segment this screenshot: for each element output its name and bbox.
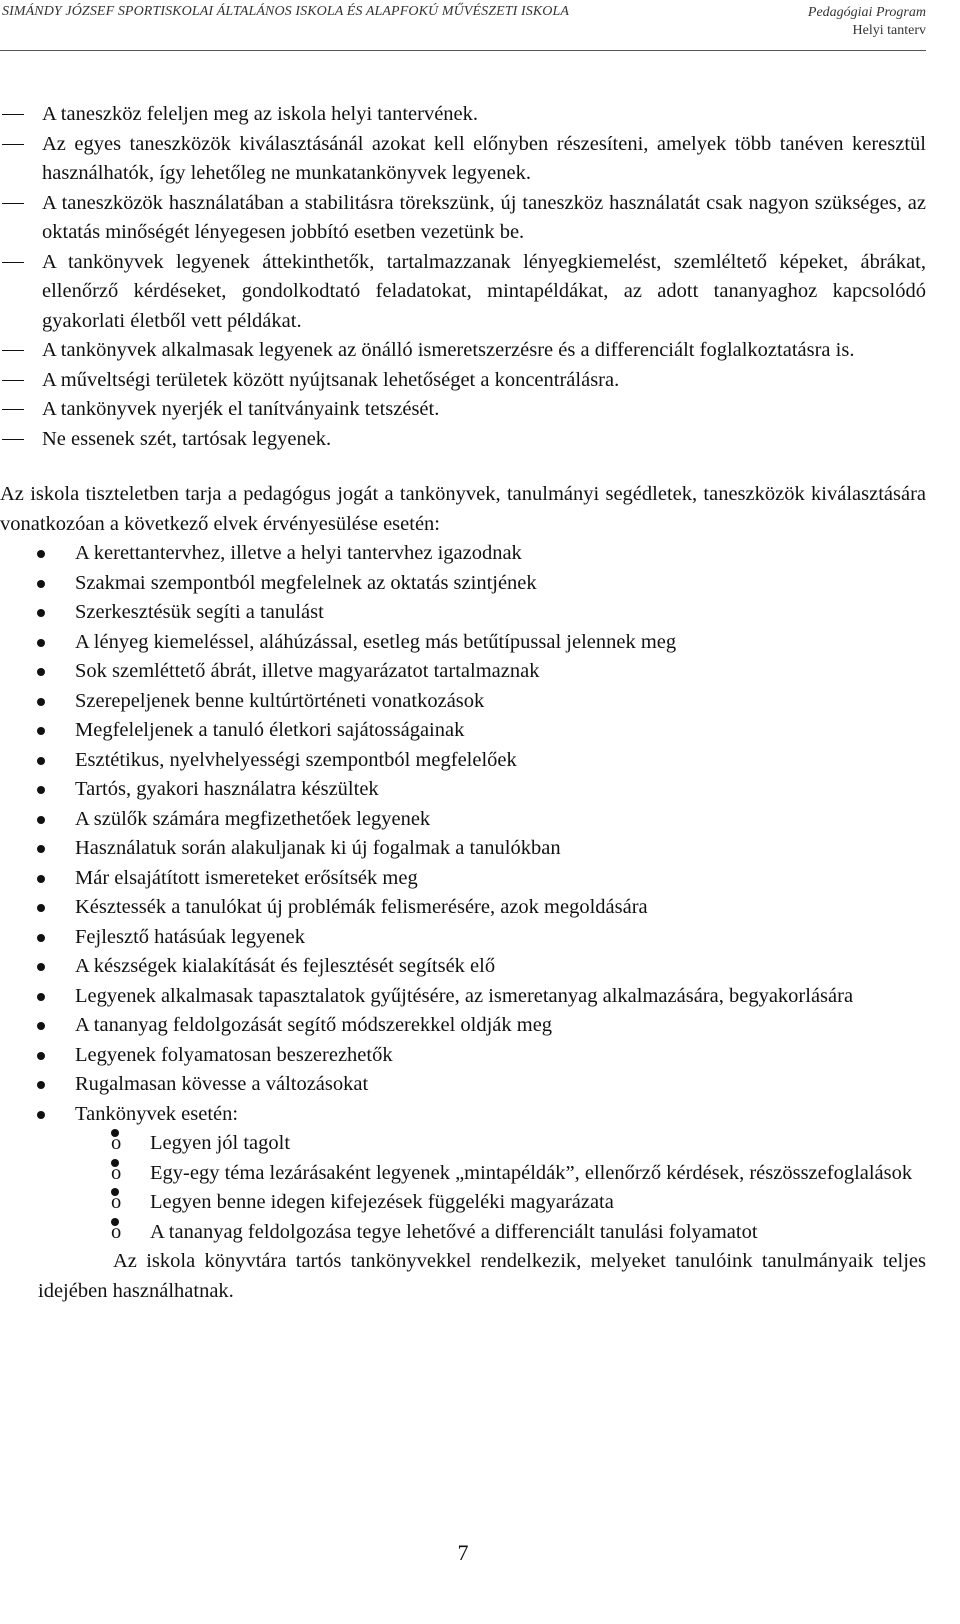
list-item: Szerkesztésük segíti a tanulást xyxy=(0,598,926,628)
list-item: A tankönyvek alkalmasak legyenek az önálló ismeretszerzésre és a differenciált foglalkoztatásra is. xyxy=(0,336,926,366)
bullet-marker xyxy=(37,727,45,735)
list-item: Rugalmasan kövesse a változásokat xyxy=(0,1070,926,1100)
document-subtitle: Helyi tanterv xyxy=(852,23,926,38)
bullet-marker xyxy=(37,1111,45,1119)
bullet-marker xyxy=(37,1081,45,1089)
sub-list-item: o Egy-egy téma lezárásaként legyenek „mintapéldák”, ellenőrző kérdések, részösszefoglalások xyxy=(0,1159,926,1189)
dash-marker xyxy=(2,350,24,351)
closing-paragraph: Az iskola könyvtára tartós tankönyvekkel rendelkezik, melyeket tanulóink tanulmányaik teljes idejében használhatnak. xyxy=(38,1250,926,1302)
list-item: A taneszközök használatában a stabilitásra törekszünk, új taneszköz használatát csak nagyon szükséges, az oktatás minőségét lényegesen jobbító esetben vezetünk be. xyxy=(0,189,926,248)
dash-marker xyxy=(2,409,24,410)
sub-list-item: o Legyen benne idegen kifejezések függeléki magyarázata xyxy=(0,1188,926,1218)
document-body xyxy=(0,100,926,1306)
page-header xyxy=(0,0,926,51)
dash-marker xyxy=(2,262,24,263)
list-item: Késztessék a tanulókat új problémák felismerésére, azok megoldására xyxy=(0,893,926,923)
bullet-marker xyxy=(37,668,45,676)
list-item: Az egyes taneszközök kiválasztásánál azokat kell előnyben részesíteni, amelyek több tanéven keresztül használhatók, így lehetőleg ne munkatankönyvek legyenek. xyxy=(0,130,926,189)
list-item: Legyenek alkalmasak tapasztalatok gyűjtésére, az ismeretanyag alkalmazására, begyakorlására xyxy=(0,982,926,1012)
dash-marker xyxy=(2,114,24,115)
list-item: A taneszköz feleljen meg az iskola helyi tantervének. xyxy=(0,100,926,130)
bullet-marker xyxy=(37,1052,45,1060)
dash-marker xyxy=(2,380,24,381)
bullet-list xyxy=(0,539,926,1247)
list-item: Ne essenek szét, tartósak legyenek. xyxy=(0,425,926,455)
list-item: Sok szemléttető ábrát, illetve magyarázatot tartalmaznak xyxy=(0,657,926,687)
bullet-marker xyxy=(37,845,45,853)
bullet-marker xyxy=(37,934,45,942)
list-item: Szerepeljenek benne kultúrtörténeti vonatkozások xyxy=(0,687,926,717)
list-item: A készségek kialakítását és fejlesztését segítsék elő xyxy=(0,952,926,982)
bullet-marker xyxy=(37,639,45,647)
dash-marker xyxy=(2,203,24,204)
list-item: Szakmai szempontból megfelelnek az oktatás szintjének xyxy=(0,569,926,599)
bullet-marker xyxy=(37,757,45,765)
sub-list xyxy=(0,1129,926,1247)
bullet-marker xyxy=(37,550,45,558)
bullet-marker xyxy=(37,1022,45,1030)
sub-marker: o xyxy=(111,1159,119,1167)
sub-list-item: o Legyen jól tagolt xyxy=(0,1129,926,1159)
bullet-marker xyxy=(37,904,45,912)
dash-list xyxy=(0,100,926,454)
sub-marker: o xyxy=(111,1218,119,1226)
bullet-marker xyxy=(37,963,45,971)
list-item: A műveltségi területek között nyújtsanak lehetőséget a koncentrálásra. xyxy=(0,366,926,396)
list-item: A szülők számára megfizethetőek legyenek xyxy=(0,805,926,835)
bullet-marker xyxy=(37,609,45,617)
bullet-marker xyxy=(37,786,45,794)
list-item: A tankönyvek nyerjék el tanítványaink tetszését. xyxy=(0,395,926,425)
sub-marker: o xyxy=(111,1129,119,1137)
page-number: 7 xyxy=(457,1540,469,1565)
list-item: Esztétikus, nyelvhelyességi szempontból megfelelőek xyxy=(0,746,926,776)
school-name: SIMÁNDY JÓZSEF SPORTISKOLAI ÁLTALÁNOS ISKOLA ÉS ALAPFOKÚ MŰVÉSZETI ISKOLA xyxy=(2,4,570,19)
document-title: Pedagógiai Program xyxy=(807,5,926,20)
list-item: Már elsajátított ismereteket erősítsék meg xyxy=(0,864,926,894)
dash-marker xyxy=(2,439,24,440)
list-item: Fejlesztő hatásúak legyenek xyxy=(0,923,926,953)
list-item: A lényeg kiemeléssel, aláhúzással, esetleg más betűtípussal jelennek meg xyxy=(0,628,926,658)
bullet-marker xyxy=(37,993,45,1001)
list-item: A kerettantervhez, illetve a helyi tantervhez igazodnak xyxy=(0,539,926,569)
dash-marker xyxy=(2,144,24,145)
list-item: Megfeleljenek a tanuló életkori sajátosságainak xyxy=(0,716,926,746)
bullet-marker xyxy=(37,698,45,706)
list-item: A tankönyvek legyenek áttekinthetők, tartalmazzanak lényegkiemelést, szemléltető képeket, ábrákat, ellenőrző kérdéseket, gondolkodtató feladatokat, mintapéldákat, az adott tananyaghoz kapcsolódó gyakorlati életből vett példákat. xyxy=(0,248,926,337)
list-item: Legyenek folyamatosan beszerezhetők xyxy=(0,1041,926,1071)
list-item: Használatuk során alakuljanak ki új fogalmak a tanulókban xyxy=(0,834,926,864)
document-title-block xyxy=(808,4,926,40)
intro-paragraph: Az iskola tiszteletben tarja a pedagógus jogát a tankönyvek, tanulmányi segédletek, taneszközök kiválasztására vonatkozóan a következő elvek érvényesülése esetén: xyxy=(0,483,926,535)
list-item: A tananyag feldolgozását segítő módszerekkel oldják meg xyxy=(0,1011,926,1041)
list-item: Tartós, gyakori használatra készültek xyxy=(0,775,926,805)
bullet-marker xyxy=(37,816,45,824)
bullet-marker xyxy=(37,580,45,588)
bullet-marker xyxy=(37,875,45,883)
sub-list-item: o A tananyag feldolgozása tegye lehetővé a differenciált tanulási folyamatot xyxy=(0,1218,926,1248)
list-item: Tankönyvek esetén: o Legyen jól tagolt o Egy-egy téma lezárásaként legyenek „mintapéldák”, ellenőrző kérdések, részösszefoglalások o Legyen benne idegen kifejezések függeléki magyarázata o A tananyag feldolgozása tegye lehetővé a differenciált tanulási folyamatot xyxy=(0,1100,926,1248)
sub-marker: o xyxy=(111,1188,119,1196)
